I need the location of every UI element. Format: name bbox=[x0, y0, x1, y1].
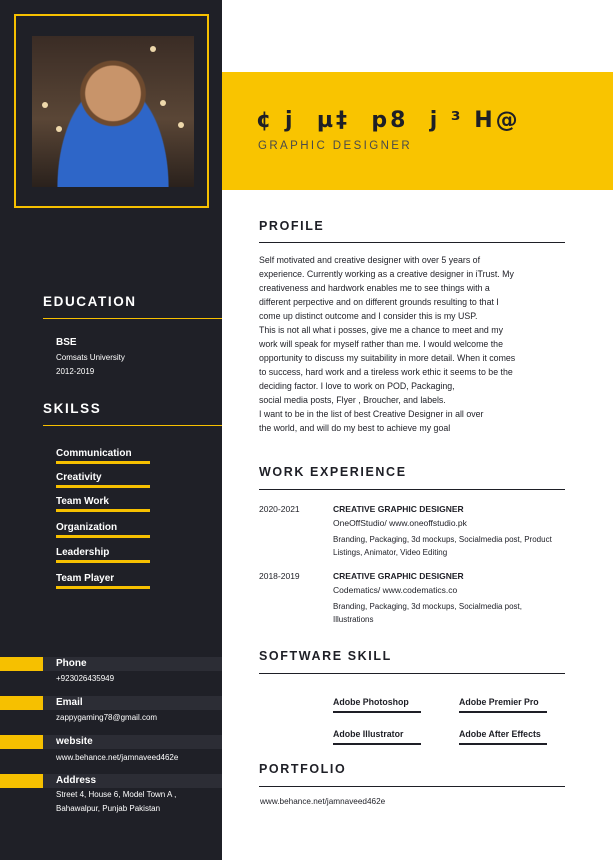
profile-heading: PROFILE bbox=[259, 219, 325, 233]
profile-line: the world, and will do my best to achieve my goal bbox=[259, 423, 451, 433]
profile-line: I want to be in the list of best Creative Designer in all over bbox=[259, 409, 484, 419]
skills-divider bbox=[43, 425, 222, 426]
job-description: Branding, Packaging, 3d mockups, Socialmedia post, Product Listings, Animator, Video Editing bbox=[333, 535, 552, 557]
portfolio-link[interactable]: www.behance.net/jamnaveed462e bbox=[260, 797, 386, 806]
email-value[interactable]: zappygaming78@gmail.com bbox=[56, 713, 158, 722]
skill-item bbox=[56, 547, 150, 563]
profile-photo bbox=[32, 36, 194, 187]
profile-line: Self motivated and creative designer with over 5 years of bbox=[259, 255, 481, 265]
skill-label: Creativity bbox=[56, 472, 102, 483]
profile-line: deciding factor. I love to work on POD, Packaging, bbox=[259, 381, 455, 391]
profile-line: work will speak for myself rather than me. I would welcome the bbox=[259, 339, 503, 349]
job-company: Codematics/ www.codematics.co bbox=[333, 585, 458, 595]
profile-divider bbox=[259, 242, 565, 243]
address-line-2: Bahawalpur, Punjab Pakistan bbox=[56, 804, 161, 813]
address-label: Address bbox=[56, 775, 97, 786]
profile-line: This is not all what i posses, give me a chance to meet and my bbox=[259, 325, 503, 335]
profile-line: social media posts, Flyer , Broucher, and labels. bbox=[259, 395, 446, 405]
profile-line: to success, hard work and a tireless work ethic it seems to be the bbox=[259, 367, 513, 377]
experience-heading: WORK EXPERIENCE bbox=[259, 465, 407, 479]
skill-item bbox=[56, 573, 150, 589]
skill-item bbox=[56, 448, 150, 464]
skill-bar bbox=[56, 560, 150, 563]
skill-label: Team Player bbox=[56, 573, 115, 584]
website-value[interactable]: www.behance.net/jamnaveed462e bbox=[56, 753, 179, 762]
skill-item bbox=[56, 522, 150, 538]
software-bar bbox=[333, 743, 421, 745]
software-label: Adobe After Effects bbox=[459, 729, 541, 739]
education-divider bbox=[43, 318, 222, 319]
candidate-name: ¢ j µ‡ p8 j ³ H@ bbox=[256, 108, 521, 133]
skill-label: Communication bbox=[56, 448, 132, 459]
skill-bar bbox=[56, 535, 150, 538]
skill-label: Organization bbox=[56, 522, 118, 533]
software-label: Adobe Illustrator bbox=[333, 729, 404, 739]
education-university: Comsats University bbox=[56, 353, 125, 362]
software-label: Adobe Photoshop bbox=[333, 697, 409, 707]
experience-divider bbox=[259, 489, 565, 490]
software-item bbox=[459, 697, 547, 713]
software-divider bbox=[259, 673, 565, 674]
software-item bbox=[333, 729, 421, 745]
job-description: Branding, Packaging, 3d mockups, Socialmedia post, Illustrations bbox=[333, 602, 522, 624]
address-line-1: Street 4, House 6, Model Town A , bbox=[56, 790, 177, 799]
job-title: CREATIVE GRAPHIC DESIGNER bbox=[333, 504, 464, 514]
skill-label: Team Work bbox=[56, 496, 109, 507]
profile-summary bbox=[259, 253, 571, 435]
email-label: Email bbox=[56, 697, 83, 708]
job-title: CREATIVE GRAPHIC DESIGNER bbox=[333, 571, 464, 581]
phone-label: Phone bbox=[56, 658, 87, 669]
skill-label: Leadership bbox=[56, 547, 110, 558]
skill-bar bbox=[56, 509, 150, 512]
software-bar bbox=[459, 743, 547, 745]
skills-heading: SKILSS bbox=[43, 401, 102, 416]
profile-line: experience. Currently working as a creative designer in iTrust. My bbox=[259, 269, 514, 279]
profile-line: come up distinct outcome and I consider this is my USP. bbox=[259, 311, 478, 321]
website-label: website bbox=[56, 736, 93, 747]
profile-line: different perpective and on different grounds resulting to that I bbox=[259, 297, 499, 307]
education-heading: EDUCATION bbox=[43, 294, 137, 309]
candidate-role: GRAPHIC DESIGNER bbox=[258, 140, 413, 152]
contact-tab bbox=[0, 774, 43, 788]
software-item bbox=[459, 729, 547, 745]
education-years: 2012-2019 bbox=[56, 367, 95, 376]
profile-line: creativeness and hardwork enables me to see things with a bbox=[259, 283, 490, 293]
software-bar bbox=[333, 711, 421, 713]
job-company: OneOffStudio/ www.oneoffstudio.pk bbox=[333, 518, 467, 528]
software-label: Adobe Premier Pro bbox=[459, 697, 539, 707]
skill-item bbox=[56, 496, 150, 512]
contact-tab bbox=[0, 696, 43, 710]
profile-line: opportunity to discuss my suitability in more detail. When it comes bbox=[259, 353, 516, 363]
portfolio-heading: PORTFOLIO bbox=[259, 762, 347, 776]
phone-value: +923026435949 bbox=[56, 674, 115, 683]
skill-bar bbox=[56, 485, 150, 488]
portfolio-divider bbox=[259, 786, 565, 787]
software-bar bbox=[459, 711, 547, 713]
education-degree: BSE bbox=[56, 337, 77, 348]
software-heading: SOFTWARE SKILL bbox=[259, 649, 392, 663]
skill-item bbox=[56, 472, 150, 488]
contact-tab bbox=[0, 735, 43, 749]
skill-bar bbox=[56, 461, 150, 464]
skill-bar bbox=[56, 586, 150, 589]
job-years: 2018-2019 bbox=[259, 571, 300, 581]
software-item bbox=[333, 697, 421, 713]
contact-tab bbox=[0, 657, 43, 671]
job-years: 2020-2021 bbox=[259, 504, 300, 514]
